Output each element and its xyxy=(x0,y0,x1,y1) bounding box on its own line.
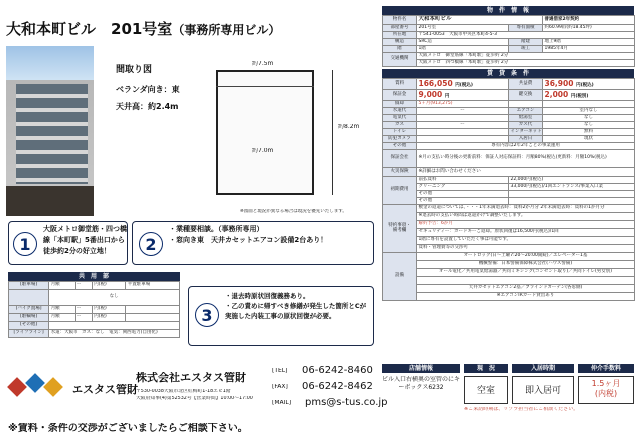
point-3 xyxy=(188,286,374,346)
initial-row xyxy=(383,198,635,205)
fax-label: [FAX] xyxy=(272,384,288,390)
info-value: 1階 xyxy=(417,46,509,53)
initial-value: 33,000円(税込)/1回エントランス/事業入口業 xyxy=(509,184,635,191)
point-1 xyxy=(8,221,128,265)
property-info xyxy=(382,6,634,301)
initial-value: 22,000円(税込) xyxy=(509,177,635,184)
page-title xyxy=(6,18,280,39)
info-value: 地上9階 xyxy=(543,39,635,46)
info-value: 〒541-0053 大阪市中央区本町4-5-3 xyxy=(417,32,635,39)
cond-row xyxy=(383,136,635,143)
common-row xyxy=(9,290,180,306)
info-row xyxy=(383,53,635,60)
info-label: 専有面積 xyxy=(509,25,543,32)
width-dim: 約7.5m xyxy=(252,61,274,67)
tel-label: [TEL] xyxy=(272,368,288,374)
info-value: 大阪メトロ 四つ橋線「本町駅」徒歩約 2分 xyxy=(417,60,635,67)
cond-value: ー xyxy=(417,122,509,129)
initial-row xyxy=(383,184,635,191)
info-label: 交通機関 xyxy=(383,53,417,67)
point-1-number: 1 xyxy=(13,232,37,256)
mail-label: [MAIL] xyxy=(272,400,292,406)
special-row xyxy=(383,229,635,237)
cond-row xyxy=(383,115,635,122)
insurance-row xyxy=(383,168,635,177)
info-value: 1985年4月 xyxy=(543,46,635,53)
insurance-value: ※詳細はお問い合わせください xyxy=(417,168,635,177)
company-license: 大阪府知事(4)第52532号【営業時間】10:00～17:00 xyxy=(136,396,253,401)
initial-value xyxy=(509,191,635,198)
floorplan-area xyxy=(104,56,374,226)
equip-row xyxy=(383,277,635,285)
common-cell: 月額 xyxy=(49,314,75,322)
cond-value: ー xyxy=(417,108,509,115)
guarantee-value: ※月の支払い時分後の更新前料：保証人対応保証料：月額80%(税込)更新料：月額10%(税込) xyxy=(417,150,635,168)
cond-value: 現状 xyxy=(543,136,635,143)
common-cell: 円(税) xyxy=(92,282,125,290)
common-cell: ー xyxy=(75,306,92,314)
info-label: 物件名 xyxy=(383,16,417,25)
initial-item: 前払賃料 xyxy=(417,177,509,184)
common-label: [駐車場] xyxy=(9,282,49,290)
cond-label: トイレ xyxy=(383,129,417,136)
special-line: 敷金の返還については、・・・1年未満退去時：賃料2か月分 2年未満退去時：賃料の1か月分 xyxy=(417,205,635,213)
balcony-text: ベランダ向き：東 xyxy=(116,85,180,94)
common-table xyxy=(8,281,180,338)
common-label: [その他] xyxy=(9,322,49,330)
common-cell: ー xyxy=(75,314,92,322)
point-2-text: ・業種要相談。（事務所専用） ・窓向き東 天井カセットエアコン設備2台あり！ xyxy=(169,225,328,244)
equip-row xyxy=(383,253,635,261)
info-value: SRC造 xyxy=(417,39,509,46)
floorplan-room xyxy=(216,86,314,195)
rent-row xyxy=(383,101,635,108)
common-cell: なし xyxy=(49,290,180,306)
store-text: ビル入口右横奥の室管のにキーボックス6232 xyxy=(382,376,460,392)
cond-value xyxy=(417,115,509,122)
info-value: 大阪メトロ 御堂筋線「本町駅」徒歩約 2分 xyxy=(417,53,635,60)
move-header: 入居時期 xyxy=(512,364,574,373)
key-value: 2,000 円(税別) xyxy=(543,90,635,101)
special-line: 1階に専有を設置していただく事は可能です。 xyxy=(417,237,635,245)
common-fee-value: 36,900 円(税込) xyxy=(543,79,635,90)
common-cell: 円(税) xyxy=(92,314,125,322)
common-row xyxy=(9,314,180,322)
bottom-note: ※賃料・条件の交渉がございましたらご相談下さい。 xyxy=(8,423,248,434)
info-label: 階 xyxy=(383,46,417,53)
special-row xyxy=(383,245,635,253)
info-row xyxy=(383,25,635,32)
rent-row xyxy=(383,90,635,101)
rent-header: 賃 貸 条 件 xyxy=(382,69,634,78)
equip-row xyxy=(383,261,635,269)
store-section xyxy=(382,364,634,416)
common-cell: ー xyxy=(75,282,92,290)
equip-line: 天井カセットエアコン2基／ブラインドカーテン(各窓側) xyxy=(417,285,635,293)
shokyaku-value: 5ヶ月(913,275) xyxy=(417,101,509,108)
common-cell: 円(税) xyxy=(92,306,125,314)
point-1-text: 大阪メトロ御堂筋・四つ橋線「本町駅」5番出口から徒歩約2分の好立地！ xyxy=(43,225,127,255)
info-row xyxy=(383,16,635,25)
common-label: [駐輪場] xyxy=(9,314,49,322)
insurance-label: 火災保険 xyxy=(383,168,417,177)
equip-line xyxy=(417,277,635,285)
cond-label: インターネット xyxy=(510,128,542,134)
special-line: セキュリティー：カードキーご返却。原状回復は16,500円(税込)/1回 xyxy=(417,229,635,237)
initial-row xyxy=(383,177,635,184)
rent-row xyxy=(383,79,635,90)
cond-row xyxy=(383,129,635,136)
cond-value xyxy=(417,129,509,136)
status-header: 現 況 xyxy=(464,364,508,373)
ceiling-text: 天井高：約2.4m xyxy=(116,102,179,111)
info-label: 部屋番号 xyxy=(383,25,417,32)
cond-value: なし xyxy=(543,122,635,129)
cond-label: その他 xyxy=(383,143,417,150)
fee-value: 1.5ヶ月 (内税) xyxy=(578,376,634,404)
cond-row xyxy=(383,122,635,129)
equip-line: 機械警備：日本警備保障株式会社(ハウス警備) xyxy=(417,261,635,269)
equip-row xyxy=(383,285,635,293)
info-label: 竣工 xyxy=(509,46,543,53)
special-row xyxy=(383,237,635,245)
info-row xyxy=(383,60,635,67)
cond-label: 水道代 xyxy=(383,108,417,115)
initial-item: その他 xyxy=(417,198,509,205)
special-line: 賃料・管理費等の交渉可 xyxy=(417,245,635,253)
special-label: 特約事項・ 備考欄 xyxy=(383,205,417,253)
deposit-value: 9,000 円 xyxy=(417,90,509,101)
floorplan-label: 間取り図 xyxy=(116,65,153,75)
info-row xyxy=(383,32,635,39)
common-label: [ライフライン] xyxy=(9,330,49,338)
store-note: ※ご来訪時期は、リブラ担当者にご相談ください。 xyxy=(464,407,579,412)
inner-dim: 約7.0m xyxy=(252,148,274,154)
fee-header: 仲介手数料 xyxy=(578,364,634,373)
info-row xyxy=(383,39,635,46)
equip-line: ※エアコンIRカード貸出あり xyxy=(417,293,635,301)
company-logo xyxy=(8,372,70,402)
equip-line: オートロック(日〜土曜7:20〜20:00開錠)／エレベーター1基 xyxy=(417,253,635,261)
info-row xyxy=(383,46,635,53)
rent-table xyxy=(382,78,635,301)
common-row xyxy=(9,306,180,314)
common-row xyxy=(9,282,180,290)
equip-row xyxy=(383,293,635,301)
cond-value: なし xyxy=(543,115,635,122)
key-label: 鍵交換 xyxy=(509,90,543,101)
common-header: 共 用 部 xyxy=(8,272,180,281)
common-label: [バイク置場] xyxy=(9,306,49,314)
cond-label: 入居日 xyxy=(509,136,543,143)
info-table xyxy=(382,15,635,67)
cond-label: エアコン xyxy=(509,108,543,115)
info-label: 所在地 xyxy=(383,32,417,39)
common-row xyxy=(9,330,180,338)
building-photo xyxy=(6,46,94,216)
cond-value xyxy=(417,136,509,143)
equip-line: オール電化／共用電気給湯器／共同ミキシング(コンセント取り)／共同トイレ(男女別) xyxy=(417,269,635,277)
info-header: 物 件 情 報 xyxy=(382,6,634,15)
special-line: 解約予告：6か月 xyxy=(417,221,635,229)
common-cell: 月額 xyxy=(49,306,75,314)
cond-value: 室内なし xyxy=(543,108,635,115)
initial-label: 初期費用 xyxy=(383,177,417,205)
status-value: 空室 xyxy=(464,376,508,404)
property-name: 大和本町ビル xyxy=(417,16,543,25)
guarantee-row xyxy=(383,150,635,168)
common-row xyxy=(9,322,180,330)
fax-number: 06-6242-8462 xyxy=(302,381,373,392)
initial-item: その他 xyxy=(417,191,509,198)
point-3-number: 3 xyxy=(195,303,219,327)
common-cell: 月額 xyxy=(49,282,75,290)
cond-label: 防犯カメラ xyxy=(383,136,417,143)
cond-label: ガス xyxy=(383,122,417,129)
point-2 xyxy=(132,221,374,265)
common-cell: 平置駐車場 xyxy=(126,282,180,290)
special-row xyxy=(383,205,635,213)
company-short: エスタス管財 xyxy=(72,384,138,396)
common-fee-label: 共益費 xyxy=(509,79,543,90)
equip-row xyxy=(383,269,635,277)
cond-label: ガス代 xyxy=(509,122,543,129)
tel-number[interactable]: 06-6242-8460 xyxy=(302,365,373,376)
rent-value: 166,050 円(税込) xyxy=(417,79,509,90)
common-area-section xyxy=(8,272,180,338)
company-address: 〒530-0038大阪市北区紅梅町1-18エビ1階 xyxy=(136,389,231,394)
info-label: 階建 xyxy=(509,39,543,46)
depth-dim: 約8.2m xyxy=(338,124,360,130)
point-3-text: ・退去時原状回復義務あり。 ・乙の責めに帰すべき修繕が発生した箇所とCが実施した内装工事の原状回復が必要。 xyxy=(225,292,367,321)
guarantee-label: 保証会社 xyxy=(383,150,417,168)
initial-value xyxy=(509,198,635,205)
move-value: 即入居可 xyxy=(512,376,574,404)
common-cell: 水道：大阪市 ガス：なし 電気：関西電力(自由化) xyxy=(49,330,180,338)
shokyaku-label: 償却 xyxy=(383,101,417,108)
info-label: 構造 xyxy=(383,39,417,46)
contract-type: 普通借家2年契約 xyxy=(543,16,635,25)
title-main: 大和本町ビル 201号室 xyxy=(6,20,173,38)
initial-row xyxy=(383,191,635,198)
mail-address[interactable]: pms@s-tus.co.jp xyxy=(305,397,388,408)
title-sub: （事務所専用ビル） xyxy=(172,23,281,37)
info-value: 約60.99㎡(約18.45坪) xyxy=(543,25,635,32)
point-2-number: 2 xyxy=(139,232,163,256)
common-label xyxy=(9,290,49,306)
cond-value: 無料 xyxy=(543,129,635,136)
equip-label: 設備 xyxy=(383,253,417,301)
floorplan-note: ※図面と現況が異なる場合は現況を優先いたします。 xyxy=(240,209,347,214)
special-row xyxy=(383,221,635,229)
company-name: 株式会社エスタス管財 xyxy=(136,372,246,384)
initial-item: クリーニング xyxy=(417,184,509,191)
store-header: 店舗情報 xyxy=(382,364,460,373)
deposit-label: 保証金 xyxy=(383,90,417,101)
cond-row xyxy=(383,143,635,150)
cond-label: 給湯室 xyxy=(509,115,543,122)
cond-row xyxy=(383,108,635,115)
special-line: ※退去時の支払い時間は返還かけで調整いたします。 xyxy=(417,213,635,221)
info-value: 201号室 xyxy=(417,25,509,32)
cond-label: 電気代 xyxy=(383,115,417,122)
rent-label: 賃料 xyxy=(383,79,417,90)
cond-value: 専有内容は2年2年ごとの事業運用 xyxy=(417,143,635,150)
special-row xyxy=(383,213,635,221)
